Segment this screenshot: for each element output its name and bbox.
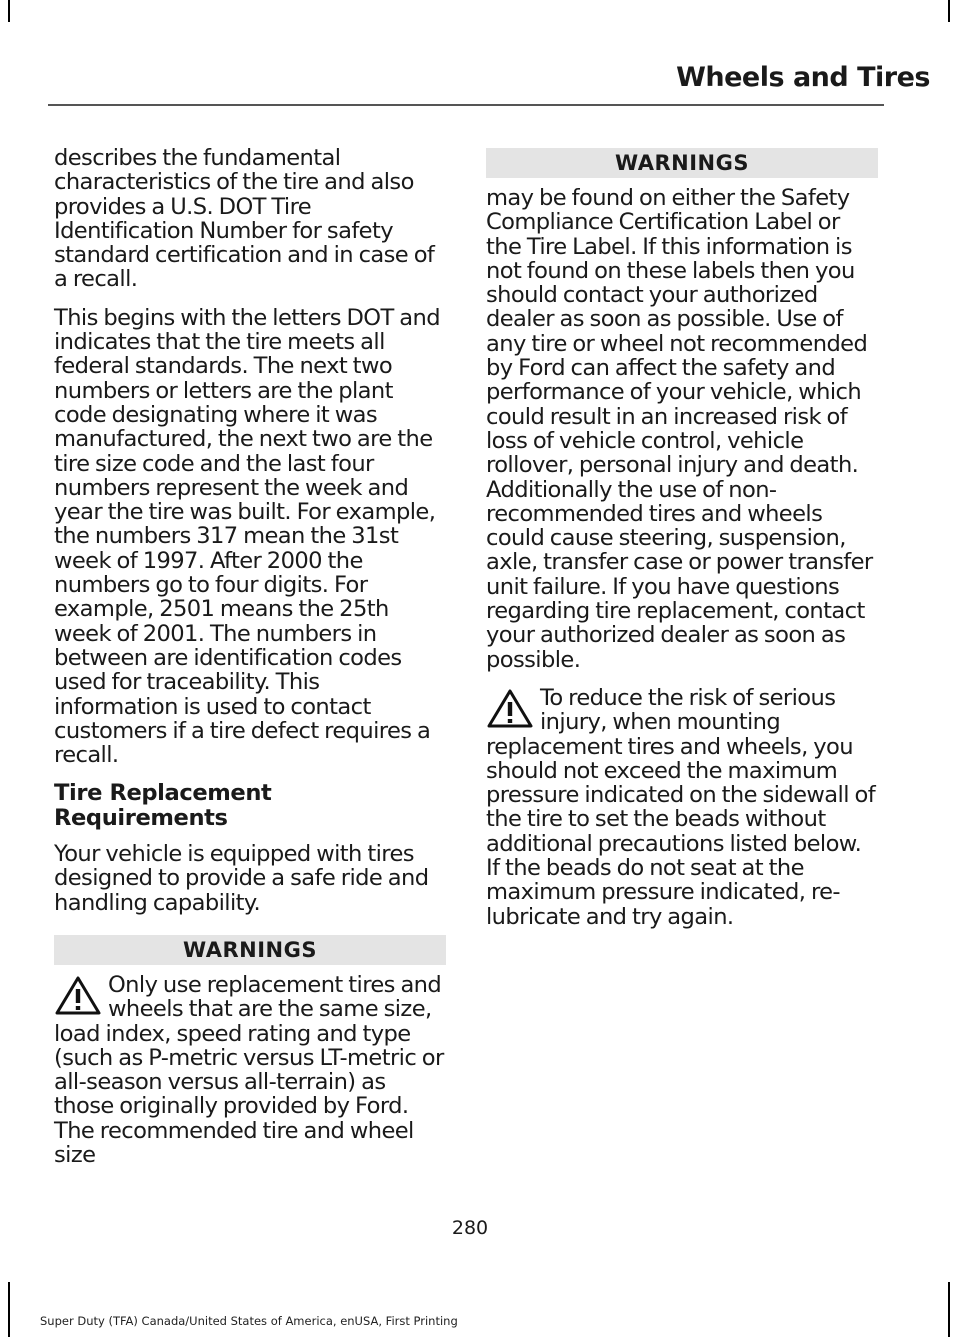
paragraph-dot-code: This begins with the letters DOT and indicates that the tire meets all federal standards. The next two numbers or letters are the plant code designating where it was manufactured, the next two are the tire size code and the last four numbers represent the week and year the tire was built. For example, the numbers 317 mean the 31st week of 1997. After 2000 the numbers go to four digits. For example, 2501 means the 25th week of 2001. The numbers in between are identification codes used for traceability. This information is used to contact customers if a tire defect requires a recall. <box>54 304 440 769</box>
warning-text-continued: may be found on either the Safety Compliance Certification Label or the Tire Label. If this information is not found on these labels then you should contact your authorized dealer as soon as possible. Use of any tire or wheel not recommended by Ford can affect the safety and performance of your vehicle, which could result in an increased risk of loss of vehicle control, vehicle rollover, personal injury and death. Additionally the use of non-recommended tires and wheels could cause steering, suspension, axle, transfer case or power transfer unit failure. If you have questions regarding tire replacement, contact your authorized dealer as soon as possible. <box>486 185 873 673</box>
edition-note: Super Duty (TFA) Canada/United States of America, enUSA, First Printing <box>40 1314 458 1328</box>
warning-text-bead-pressure: To reduce the risk of serious injury, when mounting replacement tires and wheels, you should not exceed the maximum pressure indicated on the sidewall of the tire to set the beads without additional precautions listed below. If the beads do not seat at the maximum pressure indicated, re-lubricate and try again. <box>486 684 876 930</box>
warning-block-2 <box>486 686 878 929</box>
crop-mark-top-right <box>948 0 950 22</box>
page-number: 280 <box>451 1217 489 1239</box>
paragraph-equipped-tires: Your vehicle is equipped with tires designed to provide a safe ride and handling capability. <box>54 841 429 916</box>
warning-triangle-icon <box>54 975 102 1015</box>
warning-triangle-icon <box>486 688 534 728</box>
header-rule <box>48 104 884 106</box>
left-column <box>54 146 446 1181</box>
crop-mark-bottom-left <box>8 1282 10 1337</box>
warning-block <box>54 973 446 1167</box>
crop-mark-bottom-right <box>948 1282 950 1337</box>
crop-mark-top-left <box>8 0 10 22</box>
warnings-header-continued: WARNINGS <box>486 148 878 178</box>
section-heading-tire-replacement: Tire Replacement Requirements <box>54 780 272 831</box>
paragraph-tire-id: describes the fundamental characteristics of the tire and also provides a U.S. DOT Tire Identification Number for safety standard certification and in case of a recall. <box>54 145 435 293</box>
warning-text-replacement: Only use replacement tires and wheels that are the same size, load index, speed rating and type (such as P-metric versus LT-metric or all-season versus all-terrain) as those originally provided by Ford. The recommended tire and wheel size <box>54 971 444 1168</box>
right-column <box>486 146 878 943</box>
warnings-header: WARNINGS <box>54 935 446 965</box>
page-title: Wheels and Tires <box>676 62 930 93</box>
